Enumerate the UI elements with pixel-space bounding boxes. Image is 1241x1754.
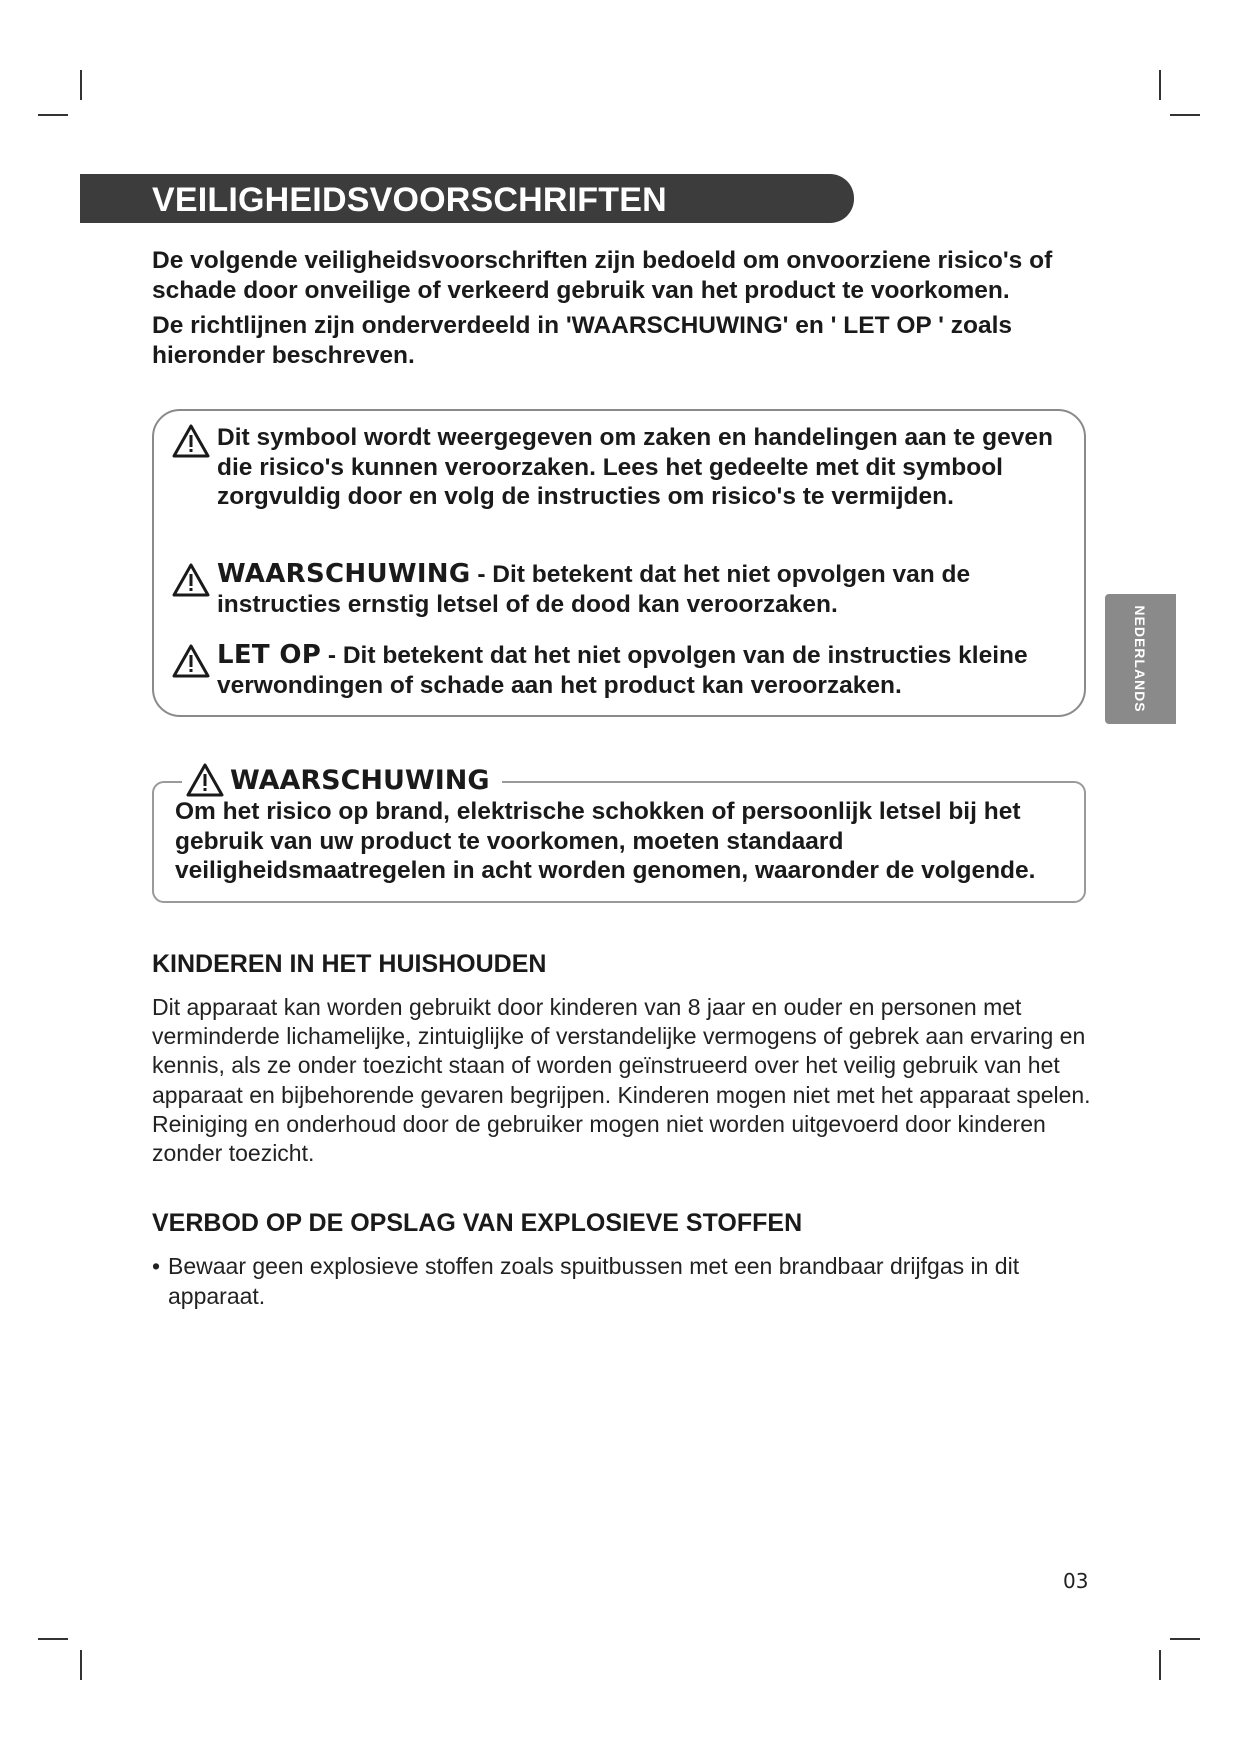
intro-paragraph-2: De richtlijnen zijn onderverdeeld in 'WAARSCHUWING' en ' LET OP ' zoals hieronder beschreven. xyxy=(152,312,1013,369)
symbol-caution-text xyxy=(217,641,1062,700)
crop-mark xyxy=(1170,1638,1200,1640)
warning-box-title: WAARSCHUWING xyxy=(230,764,490,796)
bullet-symbol: • xyxy=(152,1253,161,1279)
caution-description: - Dit betekent dat het niet opvolgen van de instructies kleine verwondingen of schade aan het product kan veroorzaken. xyxy=(217,642,1028,699)
symbol-general-row xyxy=(172,423,1062,512)
warning-box-heading xyxy=(182,760,502,800)
symbol-warning-row xyxy=(172,560,1062,619)
crop-mark xyxy=(80,1650,82,1680)
bullet-text: Bewaar geen explosieve stoffen zoals spuitbussen met een brandbaar drijfgas in dit apparaat. xyxy=(168,1253,1020,1309)
language-tab-label: NEDERLANDS xyxy=(1132,605,1148,713)
caution-keyword: LET OP xyxy=(217,640,322,670)
warning-keyword: WAARSCHUWING xyxy=(217,559,471,589)
section-heading-children: KINDEREN IN HET HUISHOUDEN xyxy=(152,950,547,978)
bullet-item xyxy=(152,1252,1072,1311)
crop-mark xyxy=(38,1638,68,1640)
crop-mark xyxy=(1159,70,1161,100)
crop-mark xyxy=(80,70,82,100)
warning-triangle-icon xyxy=(186,763,224,797)
intro-paragraph-1: De volgende veiligheidsvoorschriften zijn bedoeld om onvoorziene risico's of schade door onveilige of verkeerd gebruik van het product te voorkomen. xyxy=(152,247,1053,304)
page-number: 03 xyxy=(1063,1569,1089,1593)
symbol-general-text: Dit symbool wordt weergegeven om zaken en handelingen aan te geven die risico's kunnen veroorzaken. Lees het gedeelte met dit symbool zorgvuldig door en volg de instructies om risico's te vermijden. xyxy=(217,424,1053,510)
section-text-children: Dit apparaat kan worden gebruikt door kinderen van 8 jaar en ouder en personen met verminderde lichamelijke, zintuiglijke of verstandelijke vermogens of gebrek aan ervaring en kennis, als ze onder toezicht staan of worden geïnstrueerd over het veilig gebruik van het apparaat en bijbehorende gevaren begrijpen. Kinderen mogen niet met het apparaat spelen. Reiniging en onderhoud door de gebruiker mogen niet worden uitgevoerd door kinderen zonder toezicht. xyxy=(152,994,1091,1167)
symbol-caution-row xyxy=(172,641,1062,700)
section-heading-explosives: VERBOD OP DE OPSLAG VAN EXPLOSIEVE STOFFEN xyxy=(152,1209,803,1237)
warning-triangle-icon xyxy=(172,424,210,458)
crop-mark xyxy=(38,114,68,116)
symbol-warning-text xyxy=(217,560,1062,619)
crop-mark xyxy=(1170,114,1200,116)
warning-triangle-icon xyxy=(172,563,210,597)
warning-triangle-icon xyxy=(172,644,210,678)
warning-box-text: Om het risico op brand, elektrische schokken of persoonlijk letsel bij het gebruik van uw product te voorkomen, moeten standaard veiligheidsmaatregelen in acht worden genomen, waaronder de volgende. xyxy=(175,798,1036,884)
page-title: VEILIGHEIDSVOORSCHRIFTEN xyxy=(152,181,667,219)
crop-mark xyxy=(1159,1650,1161,1680)
warning-description: - Dit betekent dat het niet opvolgen van de instructies ernstig letsel of de dood kan veroorzaken. xyxy=(217,561,971,618)
